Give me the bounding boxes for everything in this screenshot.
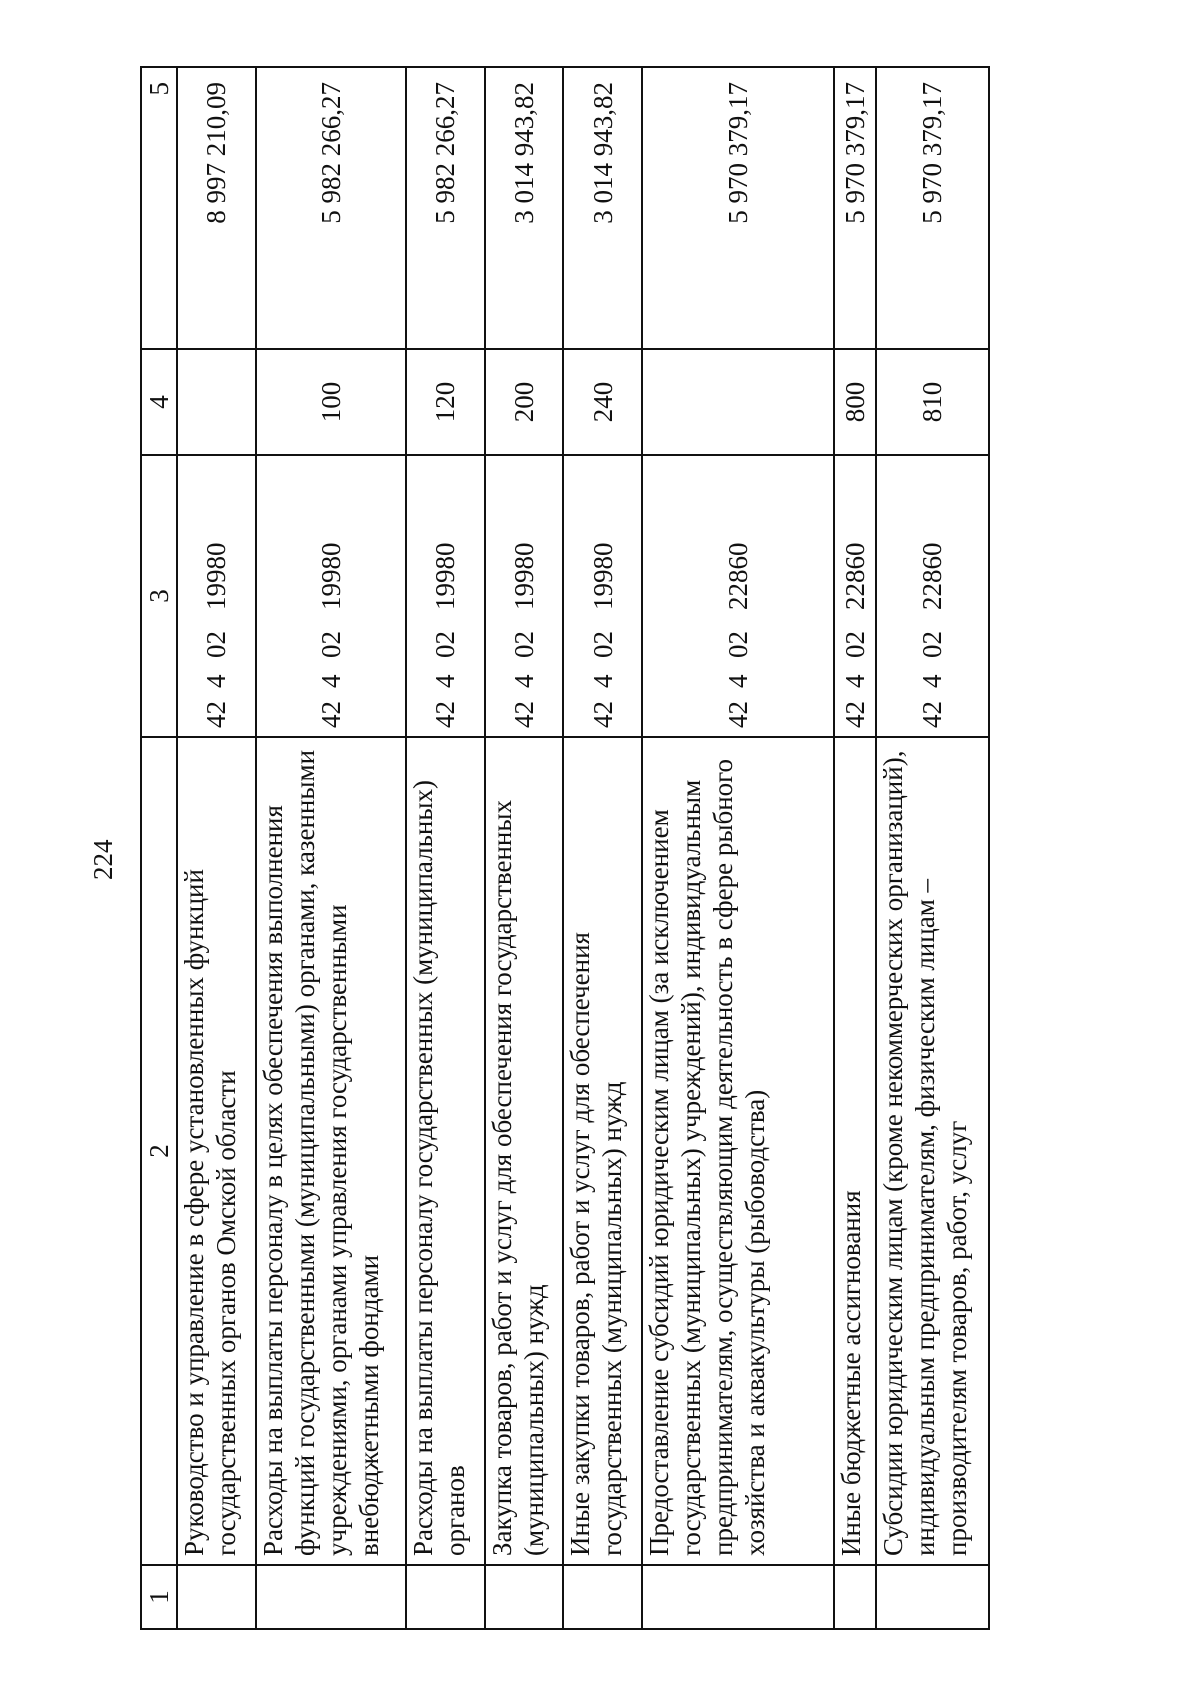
row-number-cell: [177, 1565, 256, 1629]
code-part: 19980: [587, 542, 618, 610]
table-row: [834, 67, 876, 1629]
code-part: 42: [508, 701, 539, 728]
row-type-cell: 100: [256, 349, 406, 455]
code-part: 4: [315, 674, 346, 688]
row-name-cell: Закупка товаров, работ и услуг для обеспечения государственных (муниципальных) нужд: [485, 737, 564, 1565]
row-name-cell: Субсидии юридическим лицам (кроме некоммерческих организаций), индивидуальным предпринимателям, физическим лицам – производителям товаров, работ, услуг: [876, 737, 989, 1565]
row-code-cell: [876, 455, 989, 737]
code-part: 4: [917, 674, 948, 688]
row-type-cell: 810: [876, 349, 989, 455]
header-col-4: 4: [141, 349, 177, 455]
code-part: 4: [201, 674, 232, 688]
row-amount-cell: 5 982 266,27: [256, 67, 406, 349]
code-part: 02: [587, 631, 618, 658]
row-amount-cell: 3 014 943,82: [563, 67, 642, 349]
row-name-cell: Расходы на выплаты персоналу государственных (муниципальных) органов: [406, 737, 485, 1565]
code-part: 22860: [722, 542, 753, 610]
table-row: [876, 67, 989, 1629]
row-type-cell: 240: [563, 349, 642, 455]
code-part: 19980: [508, 542, 539, 610]
code-part: 4: [508, 674, 539, 688]
code-part: 19980: [315, 542, 346, 610]
row-amount-cell: 5 970 379,17: [876, 67, 989, 349]
row-type-cell: [177, 349, 256, 455]
code-part: 4: [430, 674, 461, 688]
table-row: [485, 67, 564, 1629]
row-code-cell: [563, 455, 642, 737]
code-part: 02: [430, 631, 461, 658]
row-name-cell: Иные бюджетные ассигнования: [834, 737, 876, 1565]
code-part: 42: [839, 701, 870, 728]
row-number-cell: [563, 1565, 642, 1629]
code-part: 4: [839, 674, 870, 688]
table-header-row: [141, 67, 177, 1629]
code-part: 02: [917, 631, 948, 658]
row-type-cell: [642, 349, 834, 455]
code-part: 42: [315, 701, 346, 728]
code-part: 42: [587, 701, 618, 728]
row-code-cell: [834, 455, 876, 737]
row-code-cell: [177, 455, 256, 737]
code-part: 19980: [430, 542, 461, 610]
row-amount-cell: 3 014 943,82: [485, 67, 564, 349]
header-col-1: 1: [141, 1565, 177, 1629]
code-part: 42: [917, 701, 948, 728]
code-part: 19980: [201, 542, 232, 610]
row-number-cell: [406, 1565, 485, 1629]
header-col-3: 3: [141, 455, 177, 737]
code-part: 02: [315, 631, 346, 658]
table-row: [406, 67, 485, 1629]
row-type-cell: 800: [834, 349, 876, 455]
row-type-cell: 200: [485, 349, 564, 455]
budget-table: [140, 66, 990, 1630]
code-part: 4: [722, 674, 753, 688]
row-type-cell: 120: [406, 349, 485, 455]
table-row: [642, 67, 834, 1629]
row-number-cell: [256, 1565, 406, 1629]
table-row: [177, 67, 256, 1629]
row-amount-cell: 5 982 266,27: [406, 67, 485, 349]
row-name-cell: Предоставление субсидий юридическим лицам (за исключением государственных (муниципальных) учреждений), индивидуальным предпринимателям, осуществляющим деятельность в сфере рыбного хозяйства и аквакультуры (рыбоводства): [642, 737, 834, 1565]
code-part: 02: [839, 631, 870, 658]
row-number-cell: [485, 1565, 564, 1629]
row-name-cell: Иные закупки товаров, работ и услуг для обеспечения государственных (муниципальных) нужд: [563, 737, 642, 1565]
code-part: 4: [587, 674, 618, 688]
table-row: [563, 67, 642, 1629]
code-part: 02: [722, 631, 753, 658]
code-part: 02: [508, 631, 539, 658]
row-name-cell: Руководство и управление в сфере установленных функций государственных органов Омской области: [177, 737, 256, 1565]
table-row: [256, 67, 406, 1629]
row-code-cell: [642, 455, 834, 737]
page-number: 224: [88, 839, 118, 880]
code-part: 02: [201, 631, 232, 658]
code-part: 22860: [917, 542, 948, 610]
code-part: 42: [201, 701, 232, 728]
row-number-cell: [876, 1565, 989, 1629]
row-code-cell: [406, 455, 485, 737]
row-amount-cell: 8 997 210,09: [177, 67, 256, 349]
row-amount-cell: 5 970 379,17: [642, 67, 834, 349]
code-part: 42: [430, 701, 461, 728]
header-col-2: 2: [141, 737, 177, 1565]
row-code-cell: [485, 455, 564, 737]
row-amount-cell: 5 970 379,17: [834, 67, 876, 349]
header-col-5: 5: [141, 67, 177, 349]
budget-table-container: [140, 68, 990, 1630]
row-name-cell: Расходы на выплаты персоналу в целях обеспечения выполнения функций государственными (муниципальными) органами, казенными учреждениями, органами управления государственными внебюджетными фондами: [256, 737, 406, 1565]
row-code-cell: [256, 455, 406, 737]
code-part: 42: [722, 701, 753, 728]
row-number-cell: [834, 1565, 876, 1629]
row-number-cell: [642, 1565, 834, 1629]
code-part: 22860: [839, 542, 870, 610]
